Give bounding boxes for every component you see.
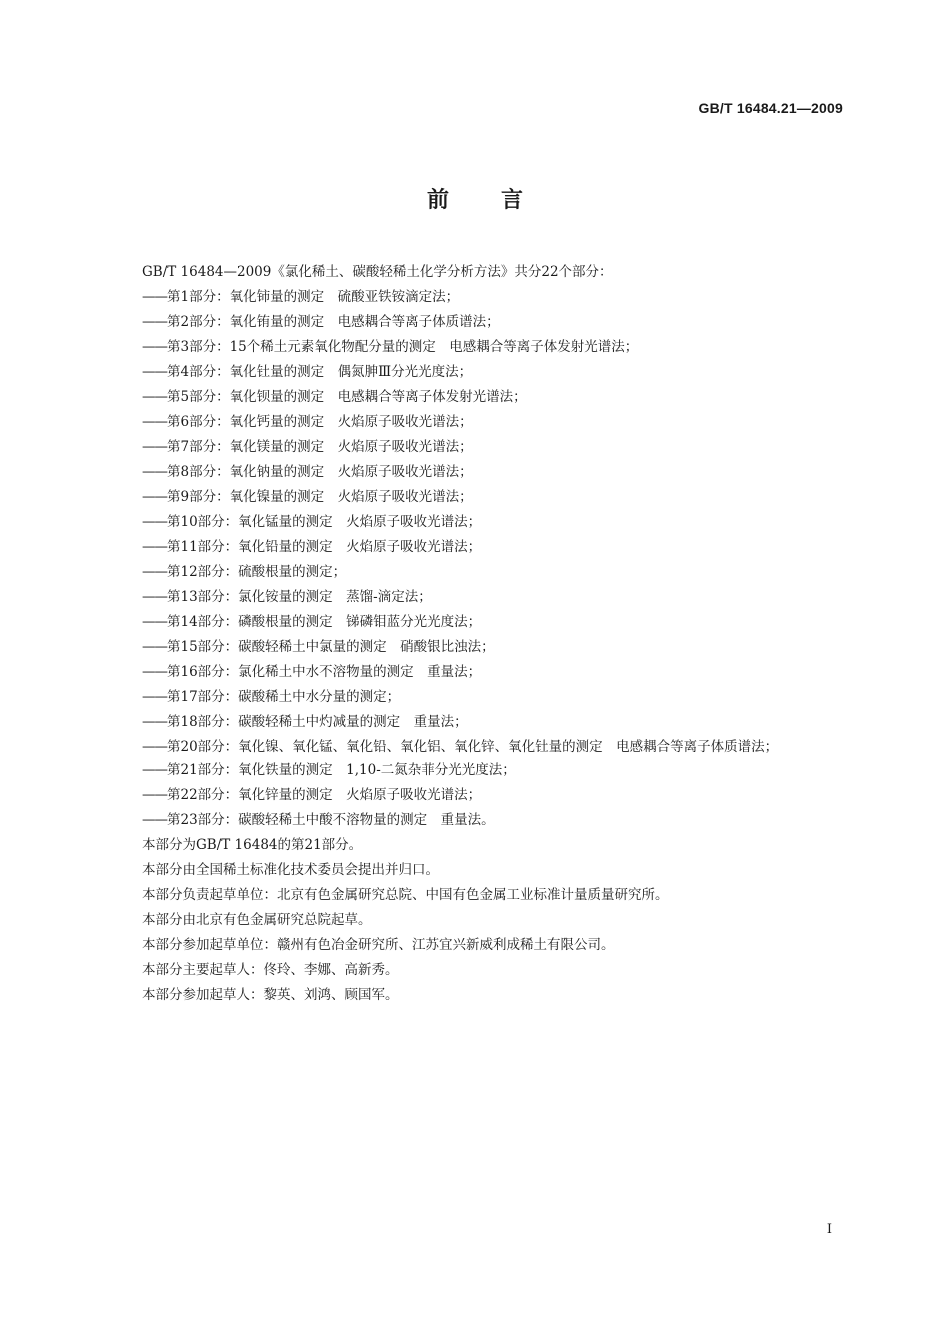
statement-line: 本部分主要起草人：佟玲、李娜、高新秀。 — [142, 962, 399, 978]
statement-line: 本部分由全国稀土标准化技术委员会提出并归口。 — [142, 862, 439, 878]
part-text: 第12部分：硫酸根量的测定； — [167, 564, 347, 580]
part-item — [142, 712, 844, 737]
part-item — [142, 287, 844, 312]
dash: —— — [142, 289, 167, 305]
part-item — [142, 760, 844, 785]
part-item — [142, 412, 844, 437]
dash: —— — [142, 739, 167, 755]
dash: —— — [142, 364, 167, 380]
intro-line: GB/T 16484—2009《氯化稀土、碳酸轻稀土化学分析方法》共分22个部分： — [142, 264, 613, 280]
page-title: 前言 — [426, 188, 575, 213]
part-item — [142, 312, 844, 337]
part-text: 第17部分：碳酸稀土中水分量的测定； — [167, 689, 401, 705]
dash: —— — [142, 339, 167, 355]
statement-line: 本部分为GB/T 16484的第21部分。 — [142, 837, 363, 853]
dash: —— — [142, 589, 167, 605]
part-text: 第18部分：碳酸轻稀土中灼减量的测定 重量法； — [167, 714, 468, 730]
dash: —— — [142, 564, 167, 580]
statement-line: 本部分参加起草人：黎英、刘鸿、顾国军。 — [142, 987, 399, 1003]
part-item — [142, 387, 844, 412]
part-item — [142, 437, 844, 462]
statement-line: 本部分由北京有色金属研究总院起草。 — [142, 912, 372, 928]
dash: —— — [142, 514, 167, 530]
part-item — [142, 810, 844, 835]
part-text: 第4部分：氧化钍量的测定 偶氮胂Ⅲ分光光度法； — [167, 364, 473, 380]
dash: —— — [142, 639, 167, 655]
dash: —— — [142, 539, 167, 555]
part-text: 第21部分：氧化铁量的测定 1,10-二氮杂菲分光光度法； — [167, 762, 516, 778]
part-item — [142, 337, 844, 362]
part-text: 第5部分：氧化钡量的测定 电感耦合等离子体发射光谱法； — [167, 389, 527, 405]
part-text: 第9部分：氧化镍量的测定 火焰原子吸收光谱法； — [167, 489, 473, 505]
dash: —— — [142, 414, 167, 430]
statement-line: 本部分负责起草单位：北京有色金属研究总院、中国有色金属工业标准计量质量研究所。 — [142, 887, 669, 903]
part-item — [142, 487, 844, 512]
part-item — [142, 362, 844, 387]
dash: —— — [142, 787, 167, 803]
dash: —— — [142, 314, 167, 330]
part-text: 第6部分：氧化钙量的测定 火焰原子吸收光谱法； — [167, 414, 473, 430]
part-item — [142, 462, 844, 487]
dash: —— — [142, 664, 167, 680]
statement-line: 本部分参加起草单位：赣州有色冶金研究所、江苏宜兴新威利成稀土有限公司。 — [142, 937, 615, 953]
part-item — [142, 512, 844, 537]
part-text: 第3部分：15个稀土元素氧化物配分量的测定 电感耦合等离子体发射光谱法； — [167, 339, 639, 355]
dash: —— — [142, 689, 167, 705]
part-item — [142, 637, 844, 662]
page-number: I — [826, 1222, 832, 1237]
part-item — [142, 537, 844, 562]
part-text: 第2部分：氧化铕量的测定 电感耦合等离子体质谱法； — [167, 314, 500, 330]
part-item — [142, 612, 844, 637]
part-text: 第10部分：氧化锰量的测定 火焰原子吸收光谱法； — [167, 514, 482, 530]
part-item — [142, 737, 844, 760]
part-text: 第11部分：氧化铅量的测定 火焰原子吸收光谱法； — [167, 539, 482, 555]
part-item — [142, 687, 844, 712]
dash: —— — [142, 464, 167, 480]
dash: —— — [142, 489, 167, 505]
part-text: 第22部分：氧化锌量的测定 火焰原子吸收光谱法； — [167, 787, 482, 803]
foreword-body — [142, 262, 844, 1010]
part-item — [142, 785, 844, 810]
part-item — [142, 662, 844, 687]
part-text: 第7部分：氧化镁量的测定 火焰原子吸收光谱法； — [167, 439, 473, 455]
standard-number: GB/T 16484.21—2009 — [698, 100, 843, 116]
part-text: 第15部分：碳酸轻稀土中氯量的测定 硝酸银比浊法； — [167, 639, 495, 655]
dash: —— — [142, 614, 167, 630]
part-text: 第23部分：碳酸轻稀土中酸不溶物量的测定 重量法。 — [167, 812, 495, 828]
part-item — [142, 562, 844, 587]
dash: —— — [142, 714, 167, 730]
dash: —— — [142, 389, 167, 405]
part-text: 第8部分：氧化钠量的测定 火焰原子吸收光谱法； — [167, 464, 473, 480]
part-text: 第16部分：氯化稀土中水不溶物量的测定 重量法； — [167, 664, 482, 680]
part-text: 第1部分：氧化铈量的测定 硫酸亚铁铵滴定法； — [167, 289, 460, 305]
dash: —— — [142, 812, 167, 828]
part-text: 第13部分：氯化铵量的测定 蒸馏-滴定法； — [167, 589, 432, 605]
dash: —— — [142, 439, 167, 455]
dash: —— — [142, 762, 167, 778]
part-text: 第14部分：磷酸根量的测定 锑磷钼蓝分光光度法； — [167, 614, 482, 630]
part-text: 第20部分：氧化镍、氧化锰、氧化铅、氧化铝、氧化锌、氧化钍量的测定 电感耦合等离子体质谱法； — [167, 739, 779, 755]
part-item — [142, 587, 844, 612]
